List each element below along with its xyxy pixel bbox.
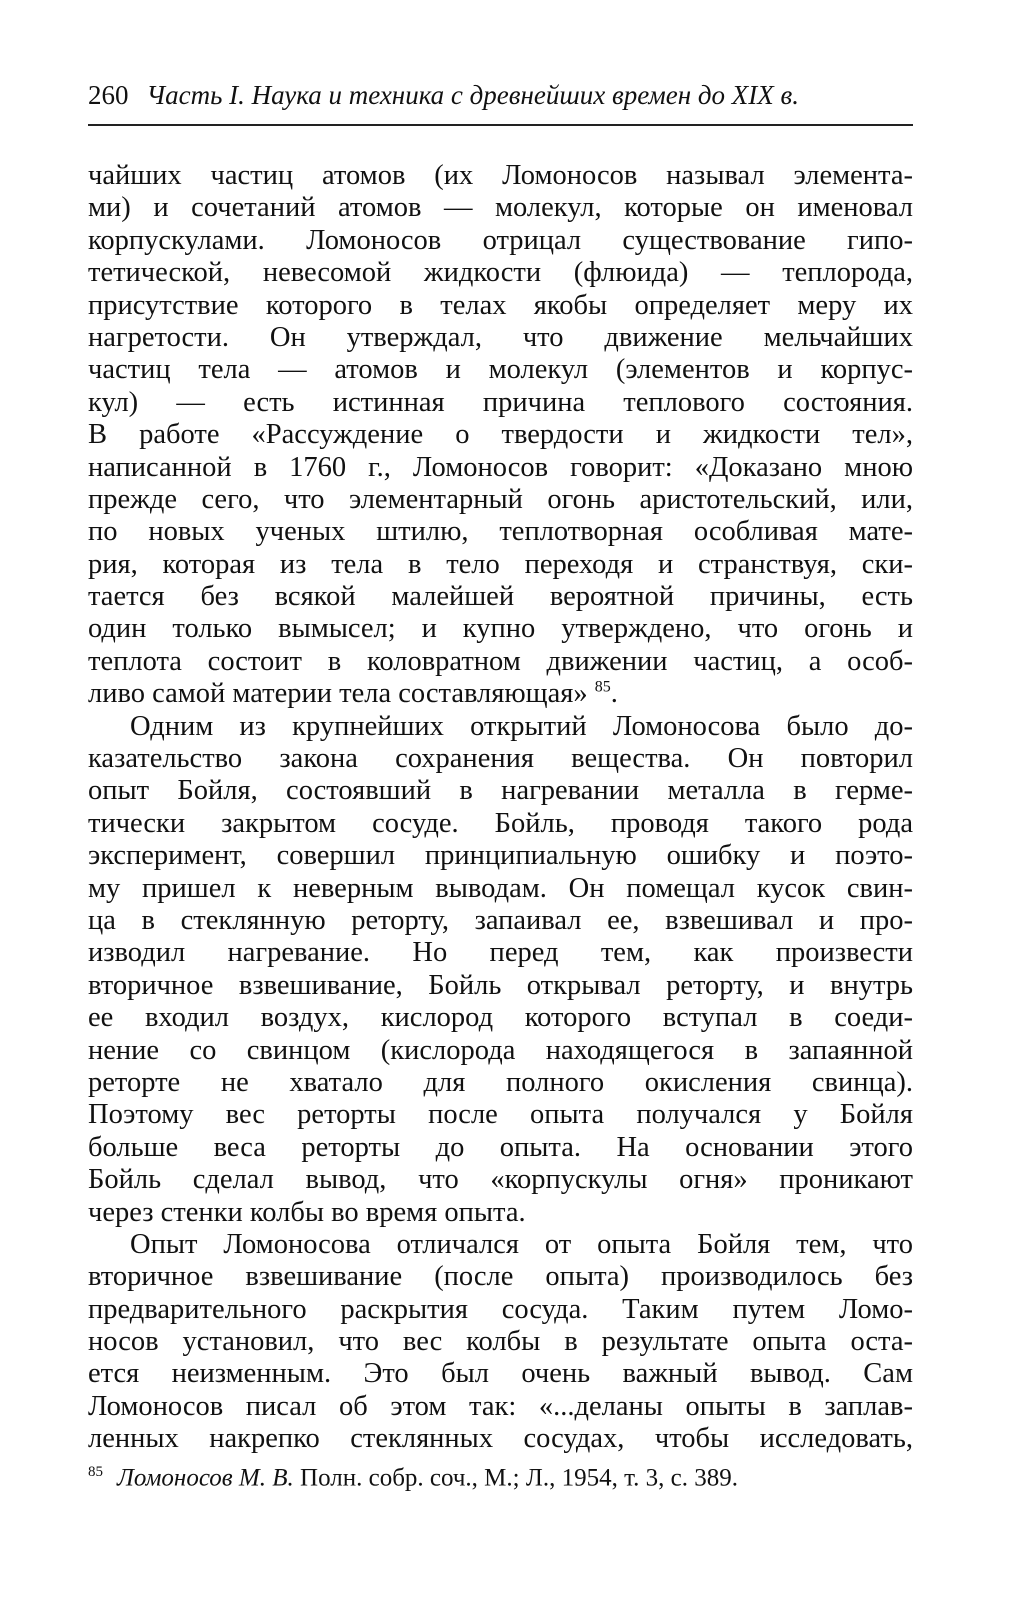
text-line: частиц тела — атомов и молекул (элементов и корпус- [88,354,913,386]
text-line: нагретости. Он утверждал, что движение мельчайших [88,321,913,353]
page-header [88,80,913,111]
text-line: теплота состоит в коловратном движении частиц, а особ- [88,645,913,677]
header-rule [88,124,913,126]
text-line: ца в стеклянную реторту, запаивал ее, взвешивал и про- [88,904,913,936]
text-line: прежде сего, что элементарный огонь аристотельский, или, [88,483,913,515]
footnote-number: 85 [88,1464,103,1480]
footnote-ref[interactable]: 85 [594,678,611,696]
text-line: реторте не хватало для полного окисления свинца). [88,1066,913,1098]
text-line: ее входил воздух, кислород которого вступал в соеди- [88,1002,913,1034]
text-line: Одним из крупнейших открытий Ломоносова было до- [130,710,913,742]
text-line: носов установил, что вес колбы в результате опыта оста- [88,1326,913,1358]
text-line: вторичное взвешивание, Бойль открывал реторту, и внутрь [88,969,913,1001]
text-line: му пришел к неверным выводам. Он помещал кусок свин- [88,872,913,904]
text-line: один только вымысел; и купно утверждено, что огонь и [88,613,913,645]
text-line: ется неизменным. Это был очень важный вывод. Сам [88,1358,913,1390]
footnote [88,1464,913,1492]
text-line: тетической, невесомой жидкости (флюида) — теплорода, [88,257,913,289]
end-punctuation: . [610,678,618,710]
text-line: нение со свинцом (кислорода находящегося в запаянной [88,1034,913,1066]
text-line: В работе «Рассуждение о твердости и жидкости тел», [88,419,913,451]
text-line: тается без всякой малейшей вероятной причины, есть [88,581,913,613]
text-line: чайших частиц атомов (их Ломоносов называл элемента- [88,160,913,191]
text-line: ми) и сочетаний атомов — молекул, которые он именовал [88,192,913,224]
footnote-citation: Полн. собр. соч., М.; Л., 1954, т. 3, с. 389. [300,1464,738,1492]
text-line: Опыт Ломоносова отличался от опыта Бойля тем, что [130,1228,913,1260]
text-line: казательство закона сохранения вещества. Он повторил [88,743,913,775]
text-line: вторичное взвешивание (после опыта) производилось без [88,1261,913,1293]
page-number: 260 [88,80,129,110]
text-line: тически закрытом сосуде. Бойль, проводя такого рода [88,807,913,839]
text-line: по новых ученых штилю, теплотворная особливая мате- [88,516,913,548]
text-line: присутствие которого в телах якобы определяет меру их [88,289,913,321]
text-line [88,678,913,710]
text-line: корпускулами. Ломоносов отрицал существование гипо- [88,224,913,256]
text-line: написанной в 1760 г., Ломоносов говорит: «Доказано мною [88,451,913,483]
body-text [88,160,913,1456]
text-line: Поэтому вес реторты после опыта получался у Бойля [88,1099,913,1131]
text-line: больше веса реторты до опыта. На основании этого [88,1131,913,1163]
text-line: изводил нагревание. Но перед тем, как произвести [88,937,913,969]
text-line: рия, которая из тела в тело переходя и странствуя, ски- [88,548,913,580]
text-line: ленных накрепко стеклянных сосудах, чтобы исследовать, [88,1423,913,1455]
text-line: предварительного раскрытия сосуда. Таким путем Ломо- [88,1293,913,1325]
text-line: Ломоносов писал об этом так: «...деланы опыты в заплав- [88,1390,913,1422]
text-line: Бойль сделал вывод, что «корпускулы огня» проникают [88,1164,913,1196]
text-line: опыт Бойля, состоявший в нагревании металла в герме- [88,775,913,807]
paragraph [88,1229,913,1456]
text-line: через стенки колбы во время опыта. [88,1196,526,1228]
paragraph [88,711,913,1229]
footnote-author: Ломоносов М. В. [117,1464,294,1492]
text-line: кул) — есть истинная причина теплового состояния. [88,386,913,418]
text-line: эксперимент, совершил принципиальную ошибку и поэто- [88,840,913,872]
text-line-content: ливо самой материи тела составляющая» [88,678,588,710]
running-title: Часть I. Наука и техника с древнейших времен до XIX в. [146,80,799,110]
paragraph [88,160,913,711]
